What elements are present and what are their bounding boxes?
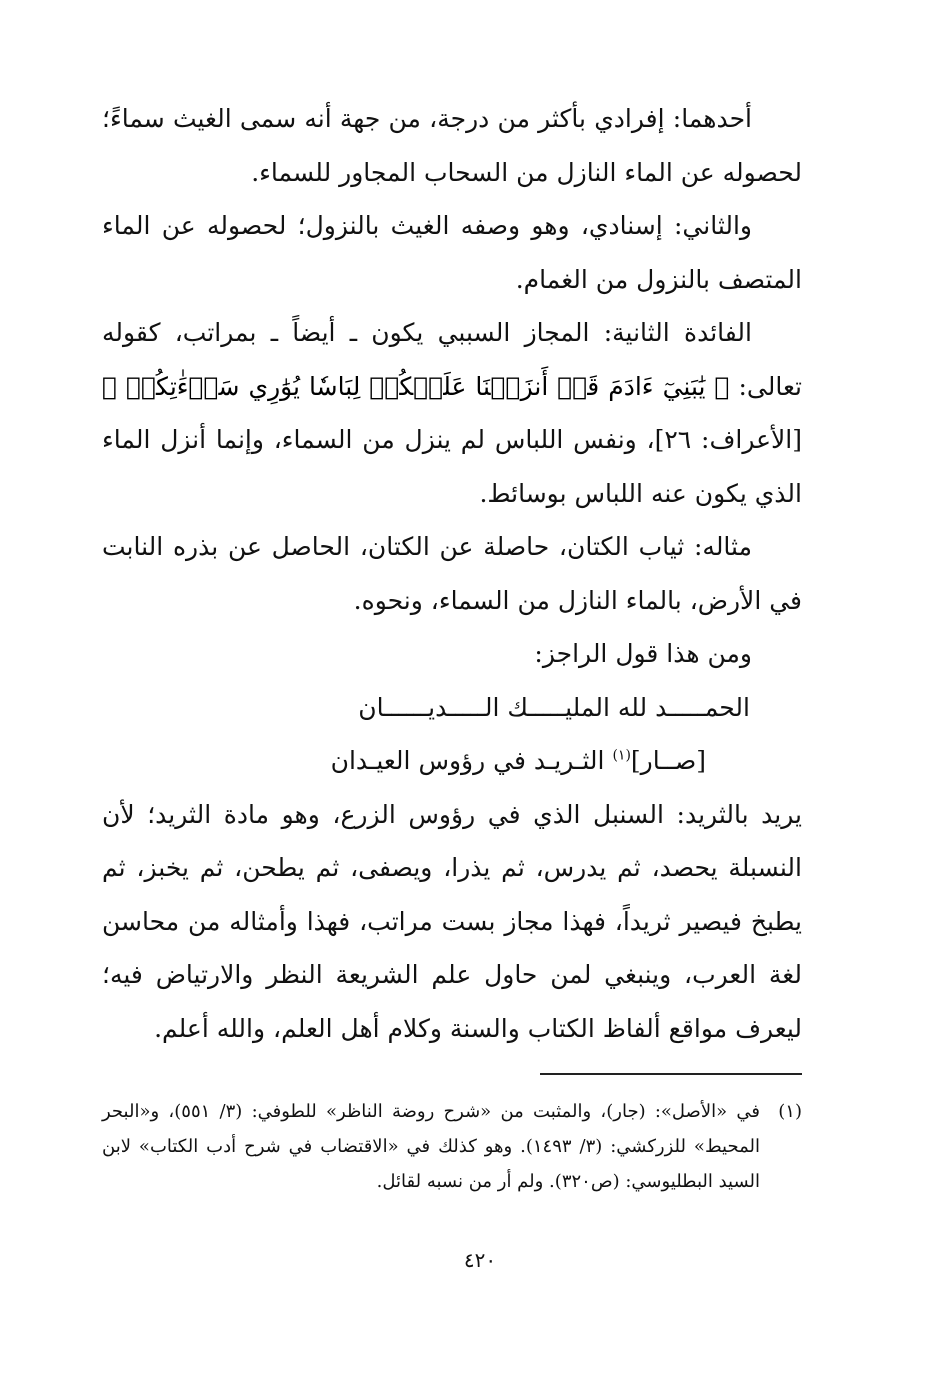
verse-line-2-bracket: [صــار] [630, 746, 706, 775]
paragraph-second-benefit [102, 306, 802, 520]
verse-line-2-rest: الثـريـد في رؤوس العيـدان [330, 746, 613, 775]
footnote-text: في «الأصل»: (جار)، والمثبت من «شرح روضة الناظر» للطوفي: (٣/ ٥٥١)، و«البحر المحيط» للزركشي: (٣/ ١٤٩٣). وهو كذلك في «الاقتضاب في شرح أدب الكتاب» لابن السيد البطليوسي: (ص٣٢٠). ولم أر من نسبه لقائل. [102, 1101, 760, 1192]
paragraph-first-type: أحدهما: إفرادي بأكثر من درجة، من جهة أنه سمى الغيث سماءً؛ لحصوله عن الماء النازل من السحاب المجاور للسماء. [102, 104, 802, 187]
paragraph-poet-intro: ومن هذا قول الراجز: [534, 639, 752, 668]
verse-line-1: الحمـــــد لله المليـــــك الـــــديــــــان [358, 692, 750, 722]
paragraph-second-type: والثاني: إسنادي، وهو وصفه الغيث بالنزول؛ لحصوله عن الماء المتصف بالنزول من الغمام. [102, 211, 802, 294]
footnote-separator [540, 1073, 802, 1075]
footnote-number: (١) [778, 1101, 802, 1122]
footnotes-section [102, 1094, 802, 1199]
footnote-item [102, 1094, 802, 1199]
quran-verse: ﴿ يَٰبَنِيٓ ءَادَمَ قَدۡ أَنزَلۡنَا عَلَيۡكُمۡ لِبَاسٗا يُوَٰرِي سَوۡءَٰتِكُمۡ ﴾ [102, 371, 730, 401]
benefit-explanation: [الأعراف: ٢٦]، ونفس اللباس لم ينزل من السماء، وإنما أنزل الماء الذي يكون عنه اللباس بوسائط. [102, 425, 802, 508]
paragraph-example: مثاله: ثياب الكتان، حاصلة عن الكتان، الحاصل عن بذره النابت في الأرض، بالماء النازل من السماء، ونحوه. [102, 532, 802, 615]
footnote-reference[interactable]: (١) [612, 747, 631, 764]
page-number: ٤٢٠ [463, 1248, 497, 1272]
main-text [102, 92, 802, 1055]
verse-line-2 [102, 734, 802, 788]
paragraph-closing: يريد بالثريد: السنبل الذي في رؤوس الزرع، وهو مادة الثريد؛ لأن النسبلة يحصد، ثم يدرس، ثم يذرا، ويصفى، ثم يطحن، ثم يخبز، ثم يطبخ فيصير ثريداً، فهذا مجاز بست مراتب، فهذا وأمثاله من محاسن لغة العرب، وينبغي لمن حاول علم الشريعة النظر والارتياض فيه؛ ليعرف مواقع ألفاظ الكتاب والسنة وكلام أهل العلم، والله أعلم. [102, 799, 802, 1043]
benefit-intro: الفائدة الثانية: المجاز السببي يكون ـ أيضاً ـ بمراتب، كقوله تعالى: [102, 318, 802, 401]
